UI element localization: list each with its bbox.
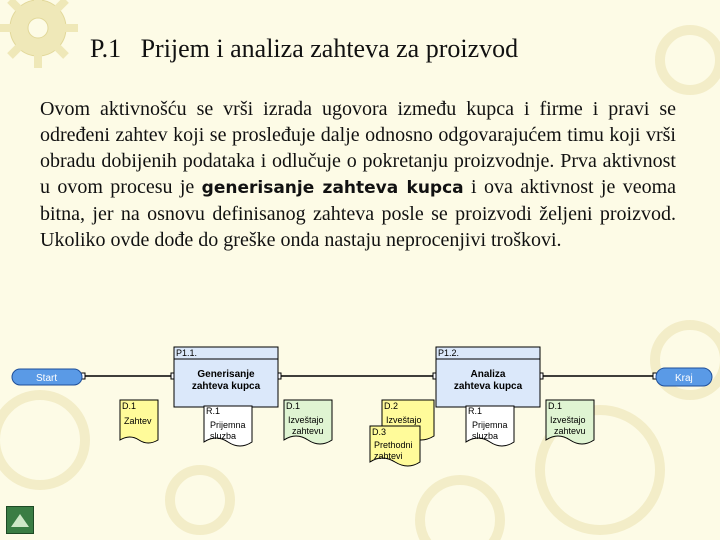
gear-icon: [0, 0, 78, 68]
process-box-generisanje: [174, 347, 278, 407]
doc-label: Prijemna: [210, 420, 246, 430]
end-label: Kraj: [675, 373, 693, 384]
document-d1-zahtev: [120, 400, 158, 443]
paragraph-intro: Ovom aktivnošću se vrši izrada ugovora između kupca i firme i pravi se određeni zahtev koji se prosleđuje dalje odnosno odgovarajućem timu koji vrši obradu dobijenih podataka i odlučuje o pokretanju proizvodnje. Prva aktivnost u ovom procesu je: [40, 98, 676, 198]
document-d1-izvestaj-2: [546, 400, 594, 444]
doc-label: Prethodni: [374, 440, 413, 450]
process-label-line2: zahteva kupca: [453, 381, 523, 392]
home-nav-button[interactable]: [6, 506, 34, 534]
doc-label: zahtevi: [374, 451, 403, 461]
start-terminal: [12, 369, 82, 385]
process-id: P1.1.: [176, 348, 198, 358]
doc-label: Izveštajo: [288, 415, 324, 425]
doc-label: Izveštajo: [386, 415, 422, 425]
process-label-line2: zahteva kupca: [191, 381, 261, 392]
doc-id: D.1: [548, 401, 563, 411]
doc-id: D.2: [384, 401, 399, 411]
body-paragraph: [40, 96, 676, 253]
doc-id: R.1: [206, 406, 221, 416]
end-terminal: [656, 368, 712, 386]
home-nav-icon: [7, 507, 33, 533]
process-label-line1: Analiza: [470, 369, 506, 380]
doc-id: D.3: [372, 427, 387, 437]
doc-label: Izveštajo: [550, 415, 586, 425]
doc-id: D.1: [122, 401, 137, 411]
doc-label: sluzba: [472, 431, 499, 441]
document-d3-prethodni: [370, 426, 420, 466]
document-r1-prijemna-2: [466, 406, 514, 446]
doc-id: R.1: [468, 406, 483, 416]
document-d1-izvestaj: [284, 400, 332, 444]
process-box-analiza: [436, 347, 540, 407]
process-label-line1: Generisanje: [197, 369, 255, 380]
doc-label: zahtevu: [554, 426, 586, 436]
document-r1-prijemna: [204, 406, 252, 446]
slide-title: P.1 Prijem i analiza zahteva za proizvod: [90, 34, 519, 63]
process-diagram: [0, 338, 720, 478]
process-id: P1.2.: [438, 348, 460, 358]
paragraph-rest: i ova aktivnost je veoma bitna, jer na osnovu definisanog zahteva posle se proizvodi željeni proizvod. Ukoliko ovde dođe do greške onda nastaju neprocenjivi troškovi.: [40, 176, 677, 251]
start-label: Start: [36, 373, 58, 384]
doc-label: zahtevu: [292, 426, 324, 436]
doc-label: sluzba: [210, 431, 237, 441]
doc-label: Prijemna: [472, 420, 508, 430]
doc-id: D.1: [286, 401, 301, 411]
doc-label: Zahtev: [124, 416, 152, 426]
paragraph-bold: generisanje zahteva kupca: [201, 178, 464, 198]
